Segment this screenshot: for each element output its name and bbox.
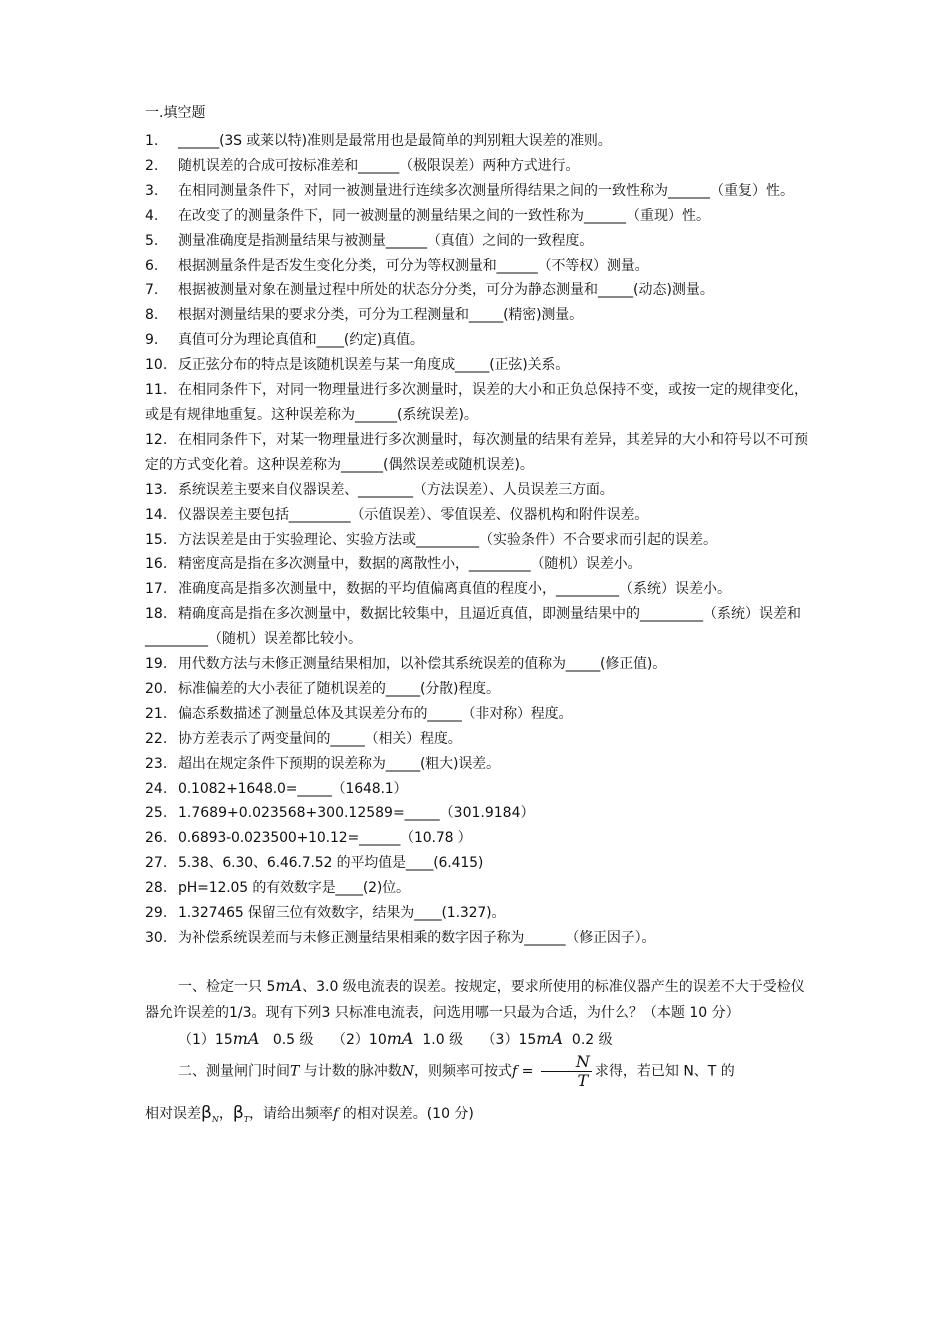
subscript-t: T [243,1114,250,1124]
question-text: 准确度高是指多次测量中，数据的平均值偏离真值的程度小，_________（系统）误差小。 [178,581,731,598]
question-text: 在相同测量条件下，对同一被测量进行连续多次测量所得结果之间的一致性称为______（重复）性。 [178,182,794,199]
problem-2-text-b: 与计数的脉冲数 [299,1063,402,1080]
question-item [145,652,810,677]
question-number: 7. [145,282,159,299]
question-number: 2. [145,157,159,174]
option-grade: 0.2 级 [571,1031,613,1048]
question-item [145,328,810,353]
question-item [145,278,810,303]
question-item [145,851,810,876]
question-number: 27. [145,855,168,872]
question-number: 13. [145,481,168,498]
question-text: 协方差表示了两变量间的_____（相关）程度。 [178,730,462,747]
question-item [145,552,810,577]
question-item [145,254,810,279]
problem-2-text-c: ，则频率可按式 [414,1063,513,1080]
question-text: 0.6893-0.023500+10.12=______（10.78 ） [178,830,472,847]
question-item [145,528,810,553]
option-3 [481,1028,613,1048]
question-number: 21. [145,705,168,722]
question-item [145,752,810,777]
question-text: 根据测量条件是否发生变化分类，可分为等权测量和______（不等权）测量。 [178,257,649,274]
problem-2-text-d: 求得，若已知 N、T 的 [594,1063,735,1080]
question-item [145,577,810,602]
problem-2-statement [145,1053,810,1090]
fraction-numerator: N [541,1053,592,1072]
problem-2-text-g: 的相对误差。(10 分) [338,1105,474,1122]
option-1 [178,1028,314,1048]
question-text: 随机误差的合成可按标准差和______（极限误差）两种方式进行。 [178,157,580,174]
option-grade: 0.5 级 [272,1031,314,1048]
beta-symbol: β [232,1102,244,1123]
question-number: 18. [145,606,168,623]
question-item [145,204,810,229]
question-number: 8. [145,307,159,324]
question-number: 11. [145,382,168,399]
question-text: 在相同条件下，对同一物理量进行多次测量时，误差的大小和正负总保持不变，或按一定的规律变化，或是有规律地重复。这种误差称为______(系统误差)。 [145,382,808,423]
question-number: 25. [145,805,168,822]
option-grade: 1.0 级 [422,1031,464,1048]
question-number: 6. [145,257,159,274]
problem-2-statement-line2 [145,1100,810,1133]
question-text: 0.1082+1648.0=_____（1648.1） [178,780,408,797]
question-number: 1. [145,133,159,149]
unit-ma: mA [386,1028,414,1048]
question-item [145,303,810,328]
question-item [145,702,810,727]
question-number: 30. [145,930,168,946]
option-label: （3）15 [481,1031,537,1048]
equals-sign: = [517,1063,538,1080]
question-number: 17. [145,581,168,598]
option-label: （1）15 [178,1031,233,1048]
question-item [145,428,810,478]
exam-page [145,104,810,1133]
question-item [145,503,810,528]
question-item [145,926,810,951]
question-item [145,478,810,503]
question-text: 偏态系数描述了测量总体及其误差分布的_____（非对称）程度。 [178,705,573,722]
question-item [145,727,810,752]
problem-2-text-a: 二、测量闸门时间 [178,1063,290,1080]
question-text: ______(3S 或莱以特)准则是最常用也是最简单的判别粗大误差的准则。 [178,133,612,149]
question-item [145,179,810,204]
question-item [145,154,810,179]
question-text: 1.327465 保留三位有效数字，结果为____(1.327)。 [178,905,506,922]
subscript-n: N [211,1114,219,1124]
question-item [145,353,810,378]
problem-1-text-b: 、3.0 级电流表的误差。按规定，要求所使用的标准仪器产生的误差不大于受检仪器允许误差的1/3。现有下列3 只标准电流表，问选用哪一只最为合适，为什么？（本题 10 分） [145,978,805,1021]
question-number: 22. [145,730,168,747]
unit-ma: mA [536,1028,564,1048]
question-item [145,677,810,702]
question-item [145,901,810,926]
question-text: 根据对测量结果的要求分类，可分为工程测量和_____(精密)测量。 [178,307,583,324]
question-number: 24. [145,780,168,797]
question-text: 1.7689+0.023568+300.12589=_____（301.9184） [178,805,535,822]
question-item [145,826,810,851]
question-item [145,876,810,901]
option-label: （2）10 [332,1031,387,1048]
question-text: 在改变了的测量条件下，同一被测量的测量结果之间的一致性称为______（重现）性。 [178,207,710,224]
question-text: 用代数方法与未修正测量结果相加，以补偿其系统误差的值称为_____(修正值)。 [178,656,667,673]
question-text: 系统误差主要来自仪器误差、________（方法误差）、人员误差三方面。 [178,481,614,498]
question-number: 20. [145,680,168,697]
calculation-problems [145,973,810,1133]
problem-1-statement [145,973,810,1026]
question-text: 标准偏差的大小表征了随机误差的_____(分散)程度。 [178,680,500,697]
question-text: 测量准确度是指测量结果与被测量______（真值）之间的一致程度。 [178,232,594,249]
question-number: 9. [145,332,159,349]
question-text: 反正弦分布的特点是该随机误差与某一角度成_____(正弦)关系。 [178,357,570,374]
question-number: 14. [145,506,168,523]
variable-n: N [401,1063,415,1080]
problem-1-options [145,1026,810,1053]
question-item [145,129,810,154]
question-number: 12. [145,431,168,448]
question-text: 超出在规定条件下预期的误差称为_____(粗大)误差。 [178,755,500,772]
fraction-denominator: T [577,1070,589,1090]
question-text: 方法误差是由于实验理论、实验方法或_________（实验条件）不合要求而引起的误差。 [178,531,717,548]
question-number: 26. [145,830,168,847]
question-text: 在相同条件下，对某一物理量进行多次测量时，每次测量的结果有差异，其差异的大小和符号以不可预定的方式变化着。这种误差称为______(偶然误差或随机误差)。 [145,431,808,473]
comma: ， [218,1105,233,1122]
question-text: 5.38、6.30、6.46.7.52 的平均值是____(6.415) [178,855,484,872]
question-item [145,378,810,428]
question-number: 19. [145,656,168,673]
unit-ma: mA [232,1028,260,1048]
unit-ma: mA [275,975,303,995]
question-number: 16. [145,556,168,573]
variable-t: T [290,1063,300,1080]
question-item [145,602,810,652]
fraction-n-over-t [541,1053,592,1090]
question-item [145,801,810,826]
question-number: 5. [145,232,159,249]
question-text: 真值可分为理论真值和____(约定)真值。 [178,332,424,349]
question-number: 15. [145,531,168,548]
question-text: 根据被测量对象在测量过程中所处的状态分分类，可分为静态测量和_____(动态)测量。 [178,282,714,299]
question-number: 28. [145,880,168,897]
option-2 [332,1028,464,1048]
question-number: 10. [145,357,168,374]
question-text: pH=12.05 的有效数字是____(2)位。 [178,880,410,897]
question-number: 4. [145,207,159,224]
problem-2-text-e: 相对误差 [145,1105,201,1122]
question-item [145,229,810,254]
problem-1-text-a: 一、检定一只 5 [178,978,276,995]
question-text: 精密度高是指在多次测量中，数据的离散性小，_________（随机）误差小。 [178,556,642,573]
question-text: 为补偿系统误差而与未修正测量结果相乘的数字因子称为______（修正因子）。 [178,930,656,946]
question-number: 29. [145,905,168,922]
variable-f: f [512,1063,518,1080]
question-number: 23. [145,755,168,772]
section-title: 一.填空题 [145,105,206,121]
fill-in-question-list [145,129,810,951]
beta-symbol: β [201,1102,212,1123]
question-text: 仪器误差主要包括_________（示值误差）、零值误差、仪器机构和附件误差。 [178,506,649,523]
question-number: 3. [145,182,159,199]
question-item [145,777,810,802]
question-text: 精确度高是指在多次测量中，数据比较集中，且逼近真值，即测量结果中的_________（系统）误差和_________（随机）误差都比较小。 [145,606,801,648]
variable-f: f [333,1105,339,1122]
problem-2-text-f: ，请给出频率 [249,1105,334,1122]
